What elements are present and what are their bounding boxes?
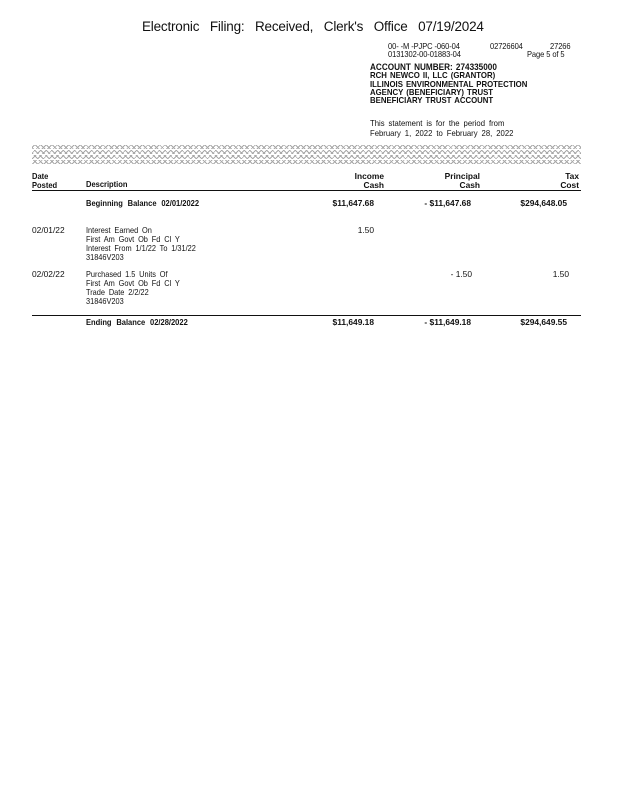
filing-stamp: Electronic Filing: Received, Clerk's Office 07/19/2024 (142, 19, 484, 34)
col-date-header (32, 172, 57, 189)
ending-balance-label: Ending Balance 02/28/2022 (86, 317, 188, 327)
account-block (370, 63, 527, 104)
account-line: BENEFICIARY TRUST ACCOUNT (370, 95, 494, 106)
ref-code-2: 02726604 (490, 42, 523, 51)
col-tax-header-1: Tax (565, 171, 579, 181)
beginning-income: $11,647.68 (332, 198, 374, 208)
row-description (86, 226, 196, 262)
page-number: Page 5 of 5 (527, 50, 565, 59)
row-description-line: Trade Date 2/2/22 (86, 288, 149, 298)
col-income-header-2: Cash (363, 179, 384, 190)
ending-tax: $294,649.55 (520, 317, 567, 327)
statement-period (370, 118, 513, 138)
row-description-line: Interest From 1/1/22 To 1/31/22 (86, 244, 196, 254)
row-date: 02/01/22 (32, 225, 65, 235)
ref-code-4: 0131302-00-01883-04 (388, 50, 461, 59)
col-description-header: Description (86, 179, 128, 189)
account-number: ACCOUNT NUMBER: 274335000 (370, 62, 497, 72)
account-line: RCH NEWCO II, LLC (GRANTOR) (370, 70, 496, 81)
row-description (86, 270, 180, 306)
beginning-principal: - $11,647.68 (424, 198, 471, 208)
col-tax-header-2: Cost (560, 179, 579, 190)
account-line: ILLINOIS ENVIRONMENTAL PROTECTION (370, 78, 528, 89)
row-description-line: Interest Earned On (86, 226, 152, 235)
col-date-header-2: Posted (32, 179, 58, 190)
account-line: AGENCY (BENEFICIARY) TRUST (370, 86, 494, 97)
col-income-header (320, 172, 384, 189)
row-description-line: 31846V203 (86, 253, 124, 263)
row-date: 02/02/22 (32, 269, 65, 279)
ref-code-3: 27266 (550, 42, 571, 51)
ending-principal: - $11,649.18 (424, 317, 471, 327)
beginning-balance-label: Beginning Balance 02/01/2022 (86, 198, 200, 208)
row-income: 1.50 (357, 225, 374, 235)
row-tax: 1.50 (552, 269, 569, 279)
col-principal-header-1: Principal (444, 171, 480, 181)
row-description-line: Purchased 1.5 Units Of (86, 270, 168, 279)
ref-code-1: 00- -M -PJPC -060-04 (388, 42, 460, 51)
ending-income: $11,649.18 (332, 317, 374, 327)
col-income-header-1: Income (354, 171, 384, 181)
period-line: This statement is for the period from (370, 118, 505, 128)
col-date-header-1: Date (32, 171, 49, 181)
col-principal-header-2: Cash (459, 179, 480, 190)
period-dates: February 1, 2022 to February 28, 2022 (370, 128, 514, 138)
header-rule (32, 190, 581, 191)
row-description-line: First Am Govt Ob Fd Cl Y (86, 279, 180, 289)
row-description-line: 31846V203 (86, 297, 124, 307)
row-principal: - 1.50 (450, 269, 472, 279)
row-description-line: First Am Govt Ob Fd Cl Y (86, 235, 180, 245)
hatched-separator-bands (32, 145, 581, 165)
beginning-tax: $294,648.05 (520, 198, 567, 208)
ending-rule (32, 315, 581, 316)
col-principal-header (416, 172, 480, 189)
col-tax-header (515, 172, 579, 189)
